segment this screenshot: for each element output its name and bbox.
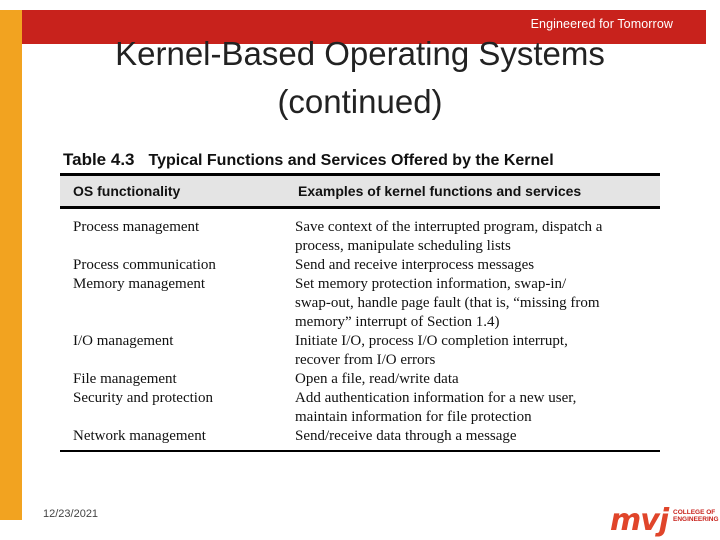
slide-title — [60, 30, 660, 126]
table-cell-services-line: Open a file, read/write data — [295, 371, 459, 387]
table-cell-functionality: I/O management — [73, 333, 174, 349]
slide-date: 12/23/2021 — [43, 508, 99, 520]
logo-mark: mvj — [610, 503, 669, 538]
table-bottom-rule — [60, 450, 660, 452]
table-cell-services — [295, 389, 655, 427]
table-row — [60, 389, 660, 427]
table-cell-services — [295, 275, 655, 332]
table-cell-services — [295, 218, 655, 256]
table-cell-services-line: recover from I/O errors — [295, 352, 436, 368]
table-cell-services-line: memory” interrupt of Section 1.4) — [295, 314, 500, 330]
table-row — [60, 218, 660, 256]
header-tagline: Engineered for Tomorrow — [530, 17, 673, 31]
table-cell-functionality: Network management — [73, 428, 206, 444]
table-row — [60, 427, 660, 446]
table-cell-services-line: Set memory protection information, swap-in/ — [295, 276, 567, 292]
table-row — [60, 370, 660, 389]
table-cell-services-line: Send/receive data through a message — [295, 428, 517, 444]
table-cell-services — [295, 370, 655, 389]
table-cell-functionality: Process communication — [73, 257, 216, 273]
table-cell-services-line: process, manipulate scheduling lists — [295, 238, 511, 254]
table-row — [60, 256, 660, 275]
college-logo — [608, 505, 720, 539]
table-cell-services-line: Send and receive interprocess messages — [295, 257, 535, 273]
table-cell-services-line: swap-out, handle page fault (that is, “missing from — [295, 295, 600, 311]
table-body — [60, 209, 660, 446]
table-cell-functionality: Memory management — [73, 276, 206, 292]
table-header-functionality: OS functionality — [73, 183, 181, 199]
table-cell-services — [295, 427, 655, 446]
logo-text-line-1: COLLEGE OF — [673, 509, 716, 516]
table-cell-services — [295, 332, 655, 370]
table-cell-services-line: maintain information for file protection — [295, 409, 532, 425]
table-cell-functionality: Process management — [73, 219, 200, 235]
table-cell-functionality: File management — [73, 371, 177, 387]
slide-title-line-2: (continued) — [277, 83, 443, 120]
table-row — [60, 332, 660, 370]
table-cell-services — [295, 256, 655, 275]
table-caption — [60, 147, 660, 173]
slide-title-line-1: Kernel-Based Operating Systems — [115, 35, 605, 72]
logo-text — [673, 509, 719, 523]
table-cell-services-line: Save context of the interrupted program, dispatch a — [295, 219, 603, 235]
table-number: Table 4.3 — [63, 150, 135, 169]
table-header-row — [60, 176, 660, 206]
table-row — [60, 275, 660, 332]
table-figure — [60, 147, 660, 452]
logo-text-line-2: ENGINEERING — [673, 516, 719, 523]
table-cell-services-line: Initiate I/O, process I/O completion interrupt, — [295, 333, 568, 349]
table-cell-functionality: Security and protection — [73, 390, 213, 406]
table-cell-services-line: Add authentication information for a new user, — [295, 390, 577, 406]
table-caption-text: Typical Functions and Services Offered by the Kernel — [148, 152, 554, 169]
table-header-examples: Examples of kernel functions and services — [298, 183, 582, 199]
